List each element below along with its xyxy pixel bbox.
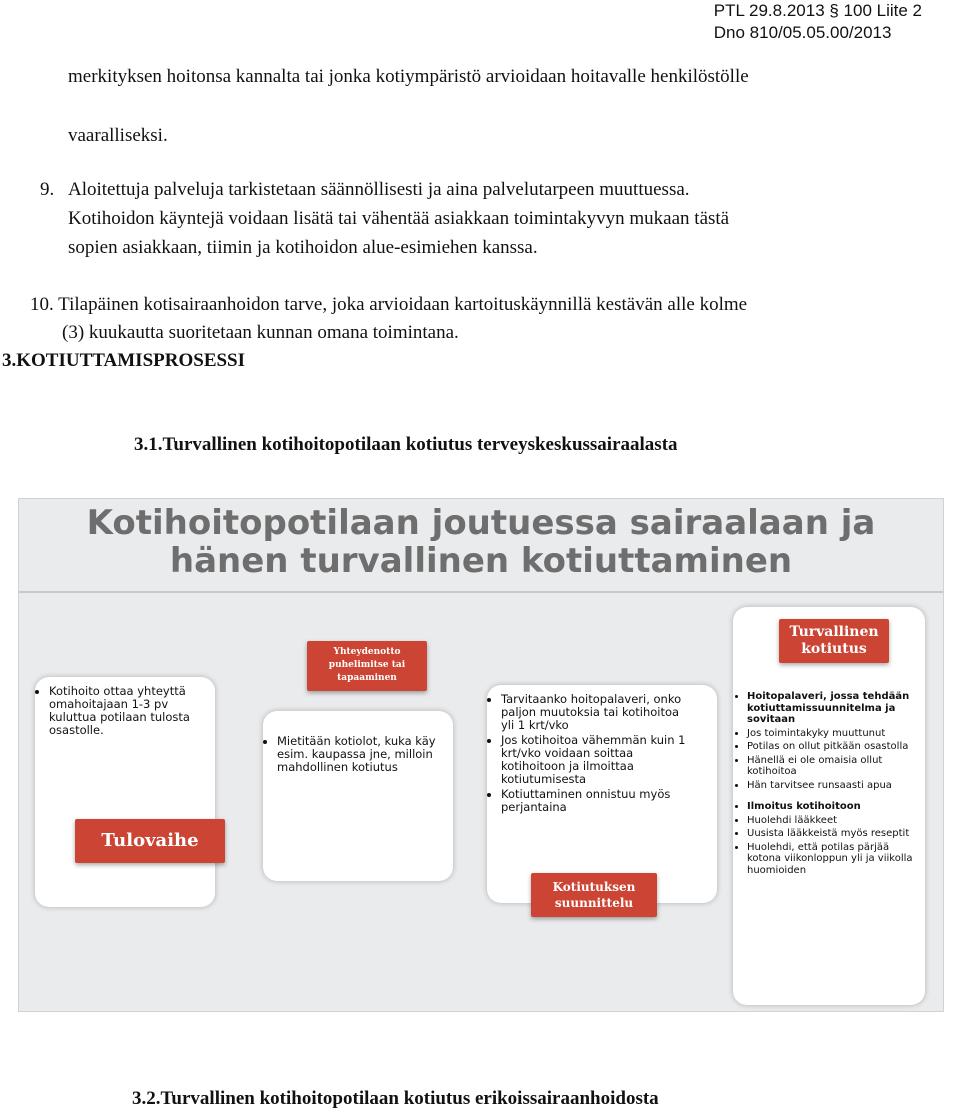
tag-yhteydenotto: Yhteydenotto puhelimitse tai tapaaminen — [307, 641, 427, 691]
process-figure — [18, 498, 944, 1012]
list-item: • Tarvitaanko hoitopalaveri, onko paljon muutoksia tai kotihoitoa yli 1 krt/vko — [501, 693, 687, 732]
card-kotiutus-list-2 — [733, 793, 925, 876]
card-tulovaihe — [35, 677, 215, 907]
list-item: • Uusista lääkkeistä myös reseptit — [747, 828, 921, 840]
list-item-9-line-1: Aloitettuja palveluja tarkistetaan säännöllisesti ja aina palvelutarpeen muuttuessa. — [68, 179, 690, 200]
card-turvallinen-kotiutus — [733, 607, 925, 1005]
title-divider — [19, 591, 943, 593]
list-item-9-line-3: sopien asiakkaan, tiimin ja kotihoidon alue-esimiehen kanssa. — [68, 237, 538, 258]
list-item: • Kotihoito ottaa yhteyttä omahoitajaan 1-3 pv kuluttua potilaan tulosta osastolle. — [49, 685, 209, 737]
list-item-10-line-1: 10. Tilapäinen kotisairaanhoidon tarve, joka arvioidaan kartoituskäynnillä kestävän alle kolme — [30, 294, 748, 315]
paragraph-line: vaaralliseksi. — [68, 125, 168, 146]
tag-suunnittelu: Kotiutuksen suunnittelu — [531, 873, 657, 917]
list-item: • Ilmoitus kotihoitoon — [747, 801, 921, 813]
card-suunnittelu — [487, 685, 717, 903]
paragraph-line: merkityksen hoitonsa kannalta tai jonka kotiympäristö arvioidaan hoitavalle henkilöstölle — [68, 66, 749, 87]
list-number-9: 9. — [40, 179, 55, 200]
list-item: • Jos kotihoitoa vähemmän kuin 1 krt/vko voidaan soittaa kotihoitoon ja ilmoittaa kotiutumisesta — [501, 734, 687, 786]
list-item-9-line-2: Kotihoidon käyntejä voidaan lisätä tai vähentää asiakkaan toimintakyvyn mukaan tästä — [68, 208, 730, 229]
list-item: • Hänellä ei ole omaisia ollut kotihoitoa — [747, 755, 921, 778]
tag-turvallinen-kotiutus: Turvallinen kotiutus — [779, 619, 889, 663]
list-item: • Hoitopalaveri, jossa tehdään kotiuttamissuunnitelma ja sovitaan — [747, 691, 921, 726]
card-suunnittelu-list — [487, 685, 717, 814]
card-yhteydenotto-list — [263, 711, 453, 774]
header-line-2: Dno 810/05.05.00/2013 — [713, 23, 892, 42]
document-header — [714, 0, 922, 44]
card-yhteydenotto — [263, 711, 453, 881]
list-item: • Hän tarvitsee runsaasti apua — [747, 780, 921, 792]
header-line-1: PTL 29.8.2013 § 100 Liite 2 — [713, 1, 922, 20]
section-heading-3: 3.KOTIUTTAMISPROSESSI — [2, 350, 246, 371]
list-item: • Mietitään kotiolot, kuka käy esim. kaupassa jne, milloin mahdollinen kotiutus — [277, 735, 447, 774]
card-tulovaihe-list — [35, 677, 215, 737]
list-item: • Jos toimintakyky muuttunut — [747, 728, 921, 740]
figure-title-line-2: hänen turvallinen kotiuttaminen — [169, 541, 793, 581]
list-item-10-line-2: (3) kuukautta suoritetaan kunnan omana toimintana. — [62, 322, 459, 343]
section-heading-3-2: 3.2.Turvallinen kotihoitopotilaan kotiutus erikoissairaanhoidosta — [132, 1088, 659, 1109]
list-item: • Huolehdi, että potilas pärjää kotona viikonloppun yli ja viikolla huomioiden — [747, 842, 921, 877]
section-heading-3-1: 3.1.Turvallinen kotihoitopotilaan kotiutus terveyskeskussairaalasta — [134, 434, 678, 455]
tag-tulovaihe: Tulovaihe — [75, 819, 225, 863]
list-item: • Potilas on ollut pitkään osastolla — [747, 741, 921, 753]
list-item: • Kotiuttaminen onnistuu myös perjantaina — [501, 788, 687, 814]
figure-title-line-1: Kotihoitopotilaan joutuessa sairaalaan ja — [86, 503, 876, 543]
list-item: • Huolehdi lääkkeet — [747, 815, 921, 827]
